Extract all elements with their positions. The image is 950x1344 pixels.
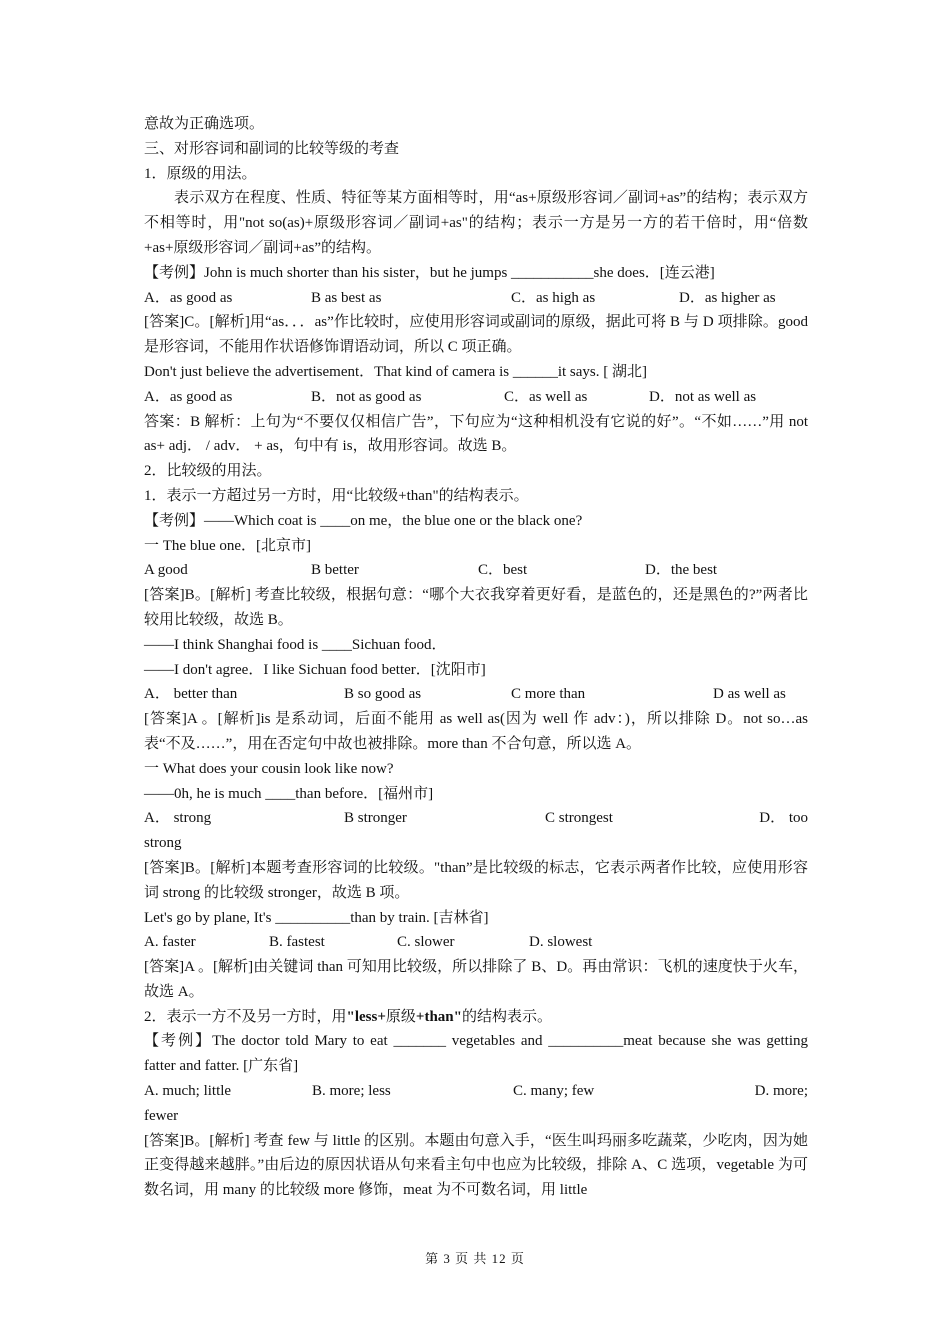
option-d: D． too [759,810,808,827]
options-row [144,286,808,311]
text-segment: 的结构表示。 [461,1008,552,1025]
options-row [144,930,808,955]
option-b: B as best as [311,289,382,306]
options-row [144,806,808,831]
option-a: A． better than [144,686,238,703]
option-b: B better [311,562,359,579]
bold-segment: "less+ [346,1008,386,1025]
option-c: C strongest [545,810,613,827]
text-line: ——0h, he is much ____than before．[福州市] [144,785,434,802]
options-row [144,1079,808,1104]
text-line: 意故为正确选项。 [144,116,265,132]
option-c: C．as well as [504,388,588,405]
example-question: 【考例】——Which coat is ____on me，the blue one or the black one? [144,512,583,529]
text-line: 一 What does your cousin look like now? [144,760,394,777]
option-b: B. fastest [269,934,325,951]
text-line: ——I don't agree．I like Sichuan food better．[沈阳市] [144,661,486,678]
answer-explanation: [答案]A 。[解析]由关键词 than 可知用比较级，所以排除了 B、D。再由常识：飞机的速度快于火车，故选 A。 [144,959,808,1000]
answer-explanation: [答案]B。[解析] 考查 few 与 little 的区别。本题由句意入手，“医生叫玛丽多吃蔬菜，少吃肉，因为她正变得越来越胖。”由后边的原因状语从句来看主句中也应为比较级，排除 A、C 选项，vegetable 为可数名词，用 many 的比较级 more 修饰，meat 为不可数名词，用 little [144,1132,808,1199]
option-b: B stronger [344,810,407,827]
text-segment: 2．表示一方不及另一方时，用 [144,1008,347,1025]
text-line: 一 The blue one．[北京市] [144,537,312,554]
options-row [144,682,808,707]
text-line: ——I think Shanghai food is ____Sichuan food． [144,636,447,653]
option-c: C．as high as [511,289,596,306]
section-heading: 三、对形容词和副词的比较等级的考查 [144,140,400,157]
option-a: A．as good as [144,388,233,405]
option-a: A．as good as [144,289,233,306]
text-line [144,1005,808,1030]
option-a: A good [144,562,188,579]
option-d-continued: strong [144,835,182,852]
paragraph: 表示双方在程度、性质、特征等某方面相等时，用“as+原级形容词／副词+as”的结构；表示双方不相等时，用"not so(as)+原级形容词／副词+as"的结构；表示一方是另一方的若干倍时，用“倍数+as+原级形容词／副词+as”的结构。 [144,190,808,256]
option-a: A. much; little [144,1083,232,1100]
example-question: Let's go by plane, It's __________than by train. [吉林省] [144,909,489,926]
page-content [144,112,808,1203]
options-row [144,385,808,410]
option-d: D. more; [754,1083,808,1100]
option-c: C．best [478,562,528,579]
answer-explanation: [答案]B。[解析]本题考查形容词的比较级。"than”是比较级的标志，它表示两者作比较，应使用形容词 strong 的比较级 stronger，故选 B 项。 [144,859,808,901]
answer-explanation: [答案]C。[解析]用“as．．．as”作比较时，应使用形容词或副词的原级，据此可将 B 与 D 项排除。good 是形容词，不能用作状语修饰谓语动词，所以 C 项正确。 [144,314,808,356]
option-d: D as well as [713,686,786,703]
option-b: B．not as good as [311,388,422,405]
bold-segment: +than" [415,1008,462,1025]
example-question: Don't just believe the advertisement．That kind of camera is ______it says. [ 湖北] [144,363,647,380]
subsection-heading: 2．比较级的用法。 [144,463,272,480]
answer-explanation: [答案]A 。[解析]is 是系动词，后面不能用 as well as(因为 well 作 adv：)，所以排除 D。not so…as 表“不及……”，用在否定句中故也被排除。more than 不合句意，所以选 A。 [144,711,808,752]
subsection-heading: 1．原级的用法。 [144,165,257,182]
option-d: D．not as well as [649,388,757,405]
text-line: 1．表示一方超过另一方时，用“比较级+than"的结构表示。 [144,487,529,504]
option-c: C more than [511,686,586,703]
option-a: A． strong [144,810,212,827]
option-d: D. slowest [529,934,593,951]
option-a: A. faster [144,934,196,951]
answer-explanation: [答案]B。[解析] 考查比较级，根据句意：“哪个大衣我穿着更好看，是蓝色的，还是黑色的?”两者比较用比较级，故选 B。 [144,587,808,628]
option-d: D．the best [645,562,718,579]
option-d-continued: fewer [144,1107,179,1124]
option-b: B. more; less [312,1083,391,1100]
option-c: C. many; few [513,1083,595,1100]
options-row [144,558,808,583]
page-number-footer: 第 3 页 共 12 页 [425,1251,525,1266]
example-question: 【考例】The doctor told Mary to eat _______ vegetables and __________meat because she was getting fatter and fatter. [广东省] [144,1033,808,1075]
answer-explanation: 答案：B 解析：上句为“不要仅仅相信广告”，下句应为“这种相机没有它说的好”。“不如……”用 not as+ adj． / adv． + as，句中有 is，故用形容词。故选 B。 [144,413,808,455]
option-b: B so good as [344,686,422,703]
text-segment: 原级 [385,1008,416,1025]
option-d: D．as higher as [679,289,776,306]
example-question: 【考例】John is much shorter than his sister，but he jumps ___________she does．[连云港] [144,264,715,281]
option-c: C. slower [397,934,455,951]
